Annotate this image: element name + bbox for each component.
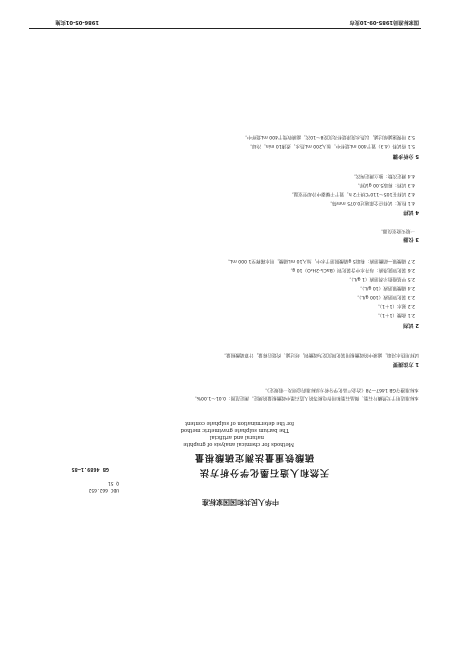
issue-date: 国家标准局1985-09-10发布 xyxy=(349,19,419,25)
section-5-title: 5 分析步骤 xyxy=(392,153,419,159)
intro-line-1: 本标准适用于天然鳞片石墨、微晶石墨和用作电极等的人造石墨中硫酸根量的测定。测定范围：0.01～1.00%。 xyxy=(192,395,419,400)
sample-item: 4.2 试样在105～110℃烘干2 h，置于干燥器中冷却至室温。 xyxy=(288,191,415,196)
udc-number: UDC 662.652 xyxy=(88,487,119,492)
section-1-title: 1 方法提要 xyxy=(392,361,419,367)
standard-title: 天然和人造石墨化学分析方法 xyxy=(198,467,329,477)
english-title-line-1: Methods for chemical analysis of graphite xyxy=(183,441,294,447)
procedure-item: 5.1 将试料（4.3）置于400 mL烧杯中，加入200 mL热水，煮沸10 min，冷却。 xyxy=(247,143,415,148)
english-title-line-4: for the determination of sulphate content xyxy=(184,420,294,426)
procedure-item: 5.2 用慢速滤纸过滤，以热水洗涤烧杯及沉淀8～10次，滤液收集于400 mL烧杯中。 xyxy=(242,134,415,139)
document-header: 中华人民共和国国家标准 xyxy=(202,498,279,507)
gb-number: GB 4689.1—85 xyxy=(71,466,109,472)
section-1-text: 试样用热水浸取，滤液中的硫酸根用氯化钡沉淀为硫酸钡，经过滤、灼烧后称量，计算硫酸根量。 xyxy=(221,352,419,357)
footer-rule xyxy=(29,28,421,29)
english-title-line-2: natural and artificial xyxy=(209,434,264,440)
sample-item: 4.3 试料：称取5.00 g试样。 xyxy=(354,182,415,187)
ccs-number: Q 51 xyxy=(107,480,119,485)
reagent-item: 2.1 盐酸（1＋1）。 xyxy=(375,312,415,317)
implementation-date: 1986-05-01实施 xyxy=(55,19,99,25)
standard-subtitle: 硫酸铁重量法测定硫酸根量 xyxy=(193,452,314,462)
reagent-item: 2.2 氨水（1＋1）。 xyxy=(375,303,415,308)
reagent-item: 2.5 甲基橙指示剂溶液（1 g/L）。 xyxy=(346,276,415,281)
sample-item: 4.4 测定次数：独立测定两次。 xyxy=(351,173,415,178)
reagent-item: 2.4 硝酸银溶液（10 g/L）。 xyxy=(357,285,415,290)
reagent-item: 2.6 氯化钡洗涤液：每升水中含氯化钡（BaCl₂·2H₂O）10 g。 xyxy=(287,267,415,272)
reagent-item: 2.3 氯化钡溶液（100 g/L）。 xyxy=(354,294,415,299)
section-3-title: 3 仪器 xyxy=(403,236,419,242)
section-4-title: 4 试样 xyxy=(403,209,419,215)
english-title-line-3: The barium sulphate gravimetric method xyxy=(180,427,289,433)
reagent-item: 2.7 硝酸银—硝酸溶液：称取5 g硝酸银溶于水中，加入10 mL硝酸，用水稀释至1 000 mL。 xyxy=(225,258,415,263)
section-2-title: 2 试剂 xyxy=(403,322,419,328)
intro-line-2: 本标准遵守GB 1467—78《冶金产品化学分析方法标准的总则及一般规定》。 xyxy=(262,387,419,392)
sample-item: 4.1 粒度：试样应全部通过0.075 mm筛。 xyxy=(327,200,415,205)
section-3-text: 一般实验室仪器。 xyxy=(378,228,415,233)
